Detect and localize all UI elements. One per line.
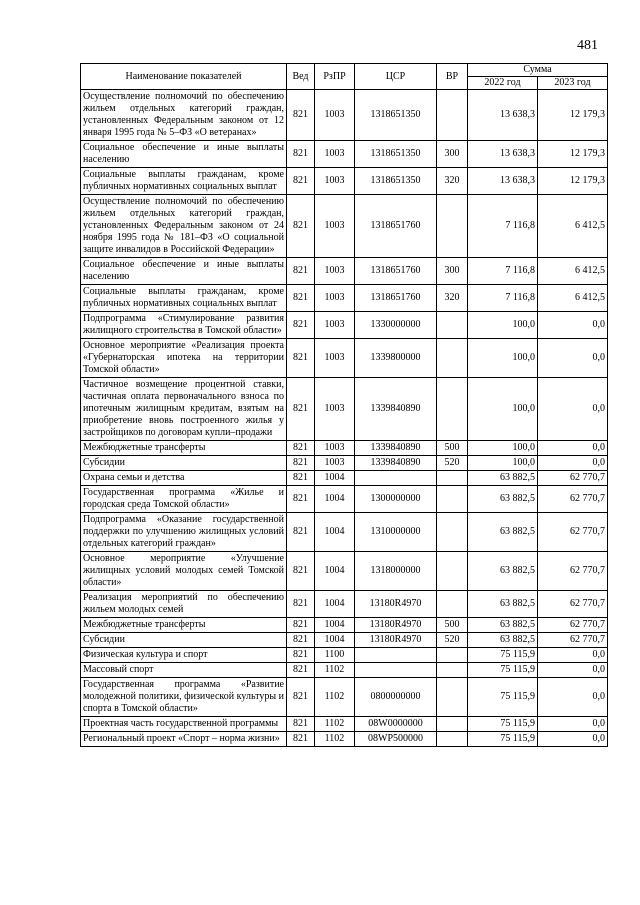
cell-sum-2023: 62 770,7: [538, 486, 608, 513]
cell-sum-2022: 75 115,9: [468, 717, 538, 732]
table-row: [81, 456, 608, 471]
cell-vr: 520: [437, 456, 468, 471]
cell-sum-2022: 63 882,5: [468, 486, 538, 513]
cell-sum-2023: 0,0: [538, 678, 608, 717]
cell-sum-2022: 63 882,5: [468, 633, 538, 648]
cell-ved: 821: [287, 312, 315, 339]
cell-sum-2022: 7 116,8: [468, 195, 538, 258]
cell-vr: [437, 339, 468, 378]
cell-rzpr: 1003: [315, 312, 355, 339]
cell-rzpr: 1003: [315, 339, 355, 378]
header-rzpr: РзПР: [315, 64, 355, 90]
cell-vr: [437, 195, 468, 258]
cell-csr: 1339800000: [355, 339, 437, 378]
cell-vr: [437, 663, 468, 678]
cell-vr: [437, 312, 468, 339]
table-row: [81, 663, 608, 678]
cell-vr: [437, 678, 468, 717]
cell-name: Государственная программа «Жилье и городская среда Томской области»: [81, 486, 287, 513]
cell-rzpr: 1003: [315, 258, 355, 285]
cell-ved: 821: [287, 90, 315, 141]
cell-sum-2023: 62 770,7: [538, 591, 608, 618]
header-name: Наименование показателей: [81, 64, 287, 90]
cell-sum-2023: 12 179,3: [538, 90, 608, 141]
cell-rzpr: 1003: [315, 456, 355, 471]
cell-ved: 821: [287, 552, 315, 591]
cell-ved: 821: [287, 663, 315, 678]
cell-sum-2023: 0,0: [538, 663, 608, 678]
table-row: [81, 90, 608, 141]
cell-vr: [437, 90, 468, 141]
cell-rzpr: 1004: [315, 552, 355, 591]
cell-csr: 1318000000: [355, 552, 437, 591]
cell-sum-2022: 63 882,5: [468, 513, 538, 552]
cell-rzpr: 1004: [315, 633, 355, 648]
cell-sum-2022: 75 115,9: [468, 678, 538, 717]
cell-csr: [355, 471, 437, 486]
table-row: [81, 312, 608, 339]
cell-csr: 13180R4970: [355, 591, 437, 618]
cell-sum-2023: 0,0: [538, 312, 608, 339]
cell-sum-2023: 0,0: [538, 339, 608, 378]
cell-vr: 320: [437, 168, 468, 195]
cell-sum-2022: 7 116,8: [468, 258, 538, 285]
cell-sum-2022: 13 638,3: [468, 90, 538, 141]
cell-ved: 821: [287, 732, 315, 747]
table-body: [81, 90, 608, 747]
cell-csr: 1339840890: [355, 378, 437, 441]
cell-rzpr: 1003: [315, 141, 355, 168]
cell-name: Межбюджетные трансферты: [81, 618, 287, 633]
cell-sum-2022: 100,0: [468, 312, 538, 339]
budget-table: [80, 63, 608, 747]
cell-name: Физическая культура и спорт: [81, 648, 287, 663]
table-row: [81, 195, 608, 258]
cell-csr: [355, 648, 437, 663]
header-2022: 2022 год: [468, 77, 538, 90]
cell-rzpr: 1004: [315, 471, 355, 486]
cell-rzpr: 1004: [315, 513, 355, 552]
cell-sum-2022: 75 115,9: [468, 732, 538, 747]
table-row: [81, 339, 608, 378]
table-row: [81, 258, 608, 285]
table-row: [81, 513, 608, 552]
cell-sum-2022: 100,0: [468, 378, 538, 441]
cell-sum-2022: 63 882,5: [468, 618, 538, 633]
cell-vr: 300: [437, 141, 468, 168]
table-row: [81, 552, 608, 591]
cell-vr: [437, 513, 468, 552]
cell-csr: 1339840890: [355, 441, 437, 456]
cell-name: Социальное обеспечение и иные выплаты населению: [81, 141, 287, 168]
cell-csr: [355, 663, 437, 678]
cell-sum-2023: 6 412,5: [538, 258, 608, 285]
cell-name: Региональный проект «Спорт – норма жизни»: [81, 732, 287, 747]
header-ved: Вед: [287, 64, 315, 90]
cell-name: Массовый спорт: [81, 663, 287, 678]
cell-vr: 320: [437, 285, 468, 312]
cell-rzpr: 1004: [315, 486, 355, 513]
cell-ved: 821: [287, 618, 315, 633]
table-row: [81, 591, 608, 618]
table-header: [81, 64, 608, 90]
cell-ved: 821: [287, 717, 315, 732]
cell-ved: 821: [287, 591, 315, 618]
cell-sum-2022: 75 115,9: [468, 663, 538, 678]
cell-rzpr: 1102: [315, 663, 355, 678]
header-2023: 2023 год: [538, 77, 608, 90]
cell-vr: 500: [437, 441, 468, 456]
cell-sum-2022: 100,0: [468, 456, 538, 471]
cell-name: Социальное обеспечение и иные выплаты населению: [81, 258, 287, 285]
header-vr: ВР: [437, 64, 468, 90]
cell-sum-2022: 100,0: [468, 339, 538, 378]
cell-csr: 1318651350: [355, 141, 437, 168]
table-row: [81, 486, 608, 513]
cell-vr: 300: [437, 258, 468, 285]
cell-ved: 821: [287, 168, 315, 195]
table-row: [81, 678, 608, 717]
cell-rzpr: 1003: [315, 195, 355, 258]
cell-vr: 500: [437, 618, 468, 633]
cell-ved: 821: [287, 378, 315, 441]
cell-csr: 08W0000000: [355, 717, 437, 732]
cell-csr: 1300000000: [355, 486, 437, 513]
cell-name: Подпрограмма «Стимулирование развития жилищного строительства в Томской области»: [81, 312, 287, 339]
cell-csr: 13180R4970: [355, 618, 437, 633]
cell-name: Подпрограмма «Оказание государственной поддержки по улучшению жилищных условий отдельных категорий граждан»: [81, 513, 287, 552]
cell-vr: 520: [437, 633, 468, 648]
cell-csr: 1318651760: [355, 195, 437, 258]
cell-ved: 821: [287, 441, 315, 456]
cell-sum-2023: 0,0: [538, 648, 608, 663]
cell-name: Государственная программа «Развитие молодежной политики, физической культуры и спорта в Томской области»: [81, 678, 287, 717]
cell-csr: 13180R4970: [355, 633, 437, 648]
cell-sum-2023: 6 412,5: [538, 195, 608, 258]
cell-vr: [437, 591, 468, 618]
cell-csr: 1318651350: [355, 168, 437, 195]
cell-rzpr: 1102: [315, 717, 355, 732]
cell-ved: 821: [287, 648, 315, 663]
cell-sum-2022: 63 882,5: [468, 591, 538, 618]
cell-rzpr: 1100: [315, 648, 355, 663]
cell-name: Частичное возмещение процентной ставки, частичная оплата первоначального взноса по ипотечным жилищным кредитам, взятым на приобретение вновь построенного жилья у застройщиков по договорам купли–продажи: [81, 378, 287, 441]
cell-rzpr: 1003: [315, 441, 355, 456]
cell-rzpr: 1003: [315, 168, 355, 195]
cell-ved: 821: [287, 456, 315, 471]
cell-ved: 821: [287, 195, 315, 258]
cell-sum-2023: 62 770,7: [538, 513, 608, 552]
header-sum: Сумма: [468, 64, 608, 77]
cell-sum-2023: 0,0: [538, 441, 608, 456]
page-number: 481: [577, 38, 598, 53]
cell-csr: 08WP500000: [355, 732, 437, 747]
cell-sum-2022: 75 115,9: [468, 648, 538, 663]
cell-vr: [437, 648, 468, 663]
cell-sum-2023: 12 179,3: [538, 141, 608, 168]
cell-ved: 821: [287, 471, 315, 486]
cell-rzpr: 1003: [315, 90, 355, 141]
cell-name: Субсидии: [81, 456, 287, 471]
cell-rzpr: 1004: [315, 618, 355, 633]
cell-sum-2022: 63 882,5: [468, 552, 538, 591]
table-row: [81, 618, 608, 633]
cell-name: Межбюджетные трансферты: [81, 441, 287, 456]
table-row: [81, 732, 608, 747]
cell-ved: 821: [287, 513, 315, 552]
cell-sum-2023: 62 770,7: [538, 633, 608, 648]
cell-rzpr: 1003: [315, 378, 355, 441]
table-row: [81, 633, 608, 648]
cell-sum-2022: 100,0: [468, 441, 538, 456]
table-row: [81, 717, 608, 732]
cell-name: Социальные выплаты гражданам, кроме публичных нормативных социальных выплат: [81, 285, 287, 312]
table-row: [81, 648, 608, 663]
cell-sum-2023: 12 179,3: [538, 168, 608, 195]
cell-sum-2022: 63 882,5: [468, 471, 538, 486]
cell-ved: 821: [287, 339, 315, 378]
cell-ved: 821: [287, 678, 315, 717]
cell-sum-2023: 6 412,5: [538, 285, 608, 312]
cell-sum-2023: 62 770,7: [538, 552, 608, 591]
cell-csr: 1330000000: [355, 312, 437, 339]
table-row: [81, 285, 608, 312]
cell-vr: [437, 552, 468, 591]
cell-sum-2023: 0,0: [538, 378, 608, 441]
cell-sum-2023: 62 770,7: [538, 618, 608, 633]
cell-rzpr: 1004: [315, 591, 355, 618]
cell-sum-2022: 7 116,8: [468, 285, 538, 312]
cell-rzpr: 1102: [315, 732, 355, 747]
cell-sum-2023: 0,0: [538, 456, 608, 471]
cell-csr: 1318651350: [355, 90, 437, 141]
table-row: [81, 441, 608, 456]
cell-vr: [437, 717, 468, 732]
cell-name: Охрана семьи и детства: [81, 471, 287, 486]
cell-sum-2022: 13 638,3: [468, 168, 538, 195]
table-row: [81, 141, 608, 168]
cell-vr: [437, 471, 468, 486]
cell-name: Осуществление полномочий по обеспечению жильем отдельных категорий граждан, установленных Федеральным законом от 24 ноября 1995 года № 181–ФЗ «О социальной защите инвалидов в Российской Федерации»: [81, 195, 287, 258]
cell-vr: [437, 378, 468, 441]
cell-name: Социальные выплаты гражданам, кроме публичных нормативных социальных выплат: [81, 168, 287, 195]
cell-name: Реализация мероприятий по обеспечению жильем молодых семей: [81, 591, 287, 618]
cell-csr: 1310000000: [355, 513, 437, 552]
cell-sum-2023: 0,0: [538, 732, 608, 747]
cell-name: Основное мероприятие «Реализация проекта «Губернаторская ипотека на территории Томской области»: [81, 339, 287, 378]
cell-name: Основное мероприятие «Улучшение жилищных условий молодых семей Томской области»: [81, 552, 287, 591]
table-row: [81, 168, 608, 195]
cell-ved: 821: [287, 141, 315, 168]
cell-csr: 1318651760: [355, 258, 437, 285]
cell-csr: 1339840890: [355, 456, 437, 471]
cell-vr: [437, 486, 468, 513]
cell-sum-2022: 13 638,3: [468, 141, 538, 168]
cell-csr: 1318651760: [355, 285, 437, 312]
cell-rzpr: 1102: [315, 678, 355, 717]
table-row: [81, 471, 608, 486]
cell-ved: 821: [287, 258, 315, 285]
table-row: [81, 378, 608, 441]
cell-vr: [437, 732, 468, 747]
cell-ved: 821: [287, 633, 315, 648]
cell-sum-2023: 0,0: [538, 717, 608, 732]
cell-rzpr: 1003: [315, 285, 355, 312]
cell-sum-2023: 62 770,7: [538, 471, 608, 486]
header-csr: ЦСР: [355, 64, 437, 90]
cell-csr: 0800000000: [355, 678, 437, 717]
cell-name: Субсидии: [81, 633, 287, 648]
cell-name: Проектная часть государственной программы: [81, 717, 287, 732]
cell-name: Осуществление полномочий по обеспечению жильем отдельных категорий граждан, установленных Федеральным законом от 12 января 1995 года № 5–ФЗ «О ветеранах»: [81, 90, 287, 141]
cell-ved: 821: [287, 285, 315, 312]
cell-ved: 821: [287, 486, 315, 513]
